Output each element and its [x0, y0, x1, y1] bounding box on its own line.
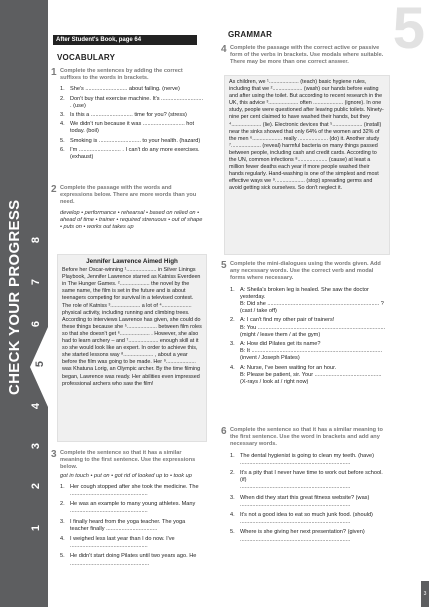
exercise-4-instructions: Complete the passage with the correct active or passive form of the verbs in brackets. Use modals where suitable. There may be more than one correct answer.	[230, 45, 384, 66]
page-number: 3	[421, 581, 429, 607]
exercise-4-number: 4	[221, 44, 227, 55]
student-book-reference: After Student's Book, page 64	[53, 35, 197, 45]
exercise-3-number: 3	[51, 449, 57, 460]
list-item: 4. It's not a good idea to eat so much junk food. (should) .......................................................................	[230, 512, 373, 526]
dialogue-item: 2. A: I can't find my other pair of trainers! B: You .................................................................................. (might / leave them / at the gym)	[230, 317, 386, 338]
passage-title: Jennifer Lawrence Aimed High	[86, 258, 178, 265]
exercise-3-instructions: Complete the sentence so that it has a similar meaning to the first sentence. Use the expressions below.	[60, 450, 196, 471]
unit-tab-2[interactable]: 2	[30, 482, 42, 490]
exercise-2	[60, 185, 205, 231]
exercise-2-instructions: Complete the passage with the words and expressions below. There are more words than you need.	[60, 185, 197, 206]
exercise-1-number: 1	[51, 67, 57, 78]
passage-text: Before her Oscar-winning ¹.................... in Silver Linings Playbook, Jennifer Lawrence starred as Katniss Everdeen in The Hunger Games. ².................... the novel by the same name, the film is set in the future and is about teenagers competing for survival in a televised contest. The role of Katniss ³.................... a lot of ⁴.................... physical activity, including running and climbing trees. According to interviews Lawrence has given, she could do these things because she ⁵.................... between film roles so that she doesn't get ⁶.................... . However, she also had to learn archery – and ⁷.................... enough skill at it so she would look like an expert. In order to achieve this, she started lessons way ⁸.................... , about a year before the film was going to be made. Her ⁹.................... was Khatuna Lorig, an Olympic archer. By the time filming began, Lawrence was ready. Her abilities even impressed professional archers who saw the film!	[62, 267, 202, 387]
grammar-heading: GRAMMAR	[228, 30, 273, 39]
passage-text: As children, we ¹.................... (teach) basic hygiene rules, including that we ².................... (wash) our hands before eating and after using the toilet. But according to recent research in the UK, this advice ³.................... often .................... (ignore). In one study, people were questioned after leaving public toilets. Ninety-nine per cent claimed to have washed their hands, but they ⁴.................... (lie). Electronic devices that ⁵.................... (install) near the sinks showed that only 64% of the women and 32% of the men ⁶.................... really .................... (do) it. Another study ⁷.................... (reveal) harmful bacteria on many things passed between people, including cash and credit cards. According to the UN, common infections ⁸.................... (cause) at least a million fewer deaths each year if more people washed their hands regularly. Hand-washing is one of the simplest and most effective ways we ⁹.................... (stop) spreading germs and avoid getting sick ourselves. So don't neglect it.	[229, 79, 384, 192]
list-item: 3. Is this a ........................... time for you? (stress)	[60, 112, 187, 119]
list-item: 1. Her cough stopped after she took the medicine. The ..................................................	[60, 483, 199, 498]
exercise-1	[60, 68, 205, 161]
exercise-4	[230, 45, 390, 67]
word-bank: develop • performance • rehearsal • based on relied on • ahead of time • trainer • required strenuous • out of shape • puts on • works out takes up	[60, 209, 203, 231]
dialogue-item: 4. A: Nurse, I've been waiting for an hour. B: Please be patient, sir. Your ........................................... (X-rays / look at / right now)	[230, 364, 382, 386]
exercise-1-instructions: Complete the sentences by adding the correct suffixes to the words in brackets.	[60, 68, 183, 82]
list-item: 5. Smoking is ........................... to your health. (hazard)	[60, 137, 201, 144]
exercise-5-number: 5	[221, 260, 227, 271]
list-item: 4. We didn't run because it was ........................... hot today. (boil)	[60, 121, 195, 135]
unit-tab-7[interactable]: 7	[30, 278, 42, 286]
exercise-5-instructions: Complete the mini-dialogues using the words given. Add any necessary words. Use the correct verb and modal forms where necessary.	[230, 261, 381, 282]
unit-tab-1[interactable]: 1	[30, 524, 42, 532]
dialogue-item: 1. A: Sheila's broken leg is healed. She saw the doctor yesterday. B: Did she ........................................................................ ? (cast / take off)	[230, 286, 384, 315]
dialogue-item: 3. A: How did Pilates get its name? B: It .................................................................................... (invent / Joseph Pilates)	[230, 341, 383, 362]
list-item: 1. The dental hygienist is going to clean my teeth. (have) .......................................................................	[230, 452, 375, 466]
list-item: 4. I weighed less last year than I do now. I've ..................................................	[60, 536, 175, 550]
list-item: 5. Where is she giving her next presentation? (given) .......................................................................	[230, 529, 365, 543]
unit-tab-6[interactable]: 6	[30, 320, 42, 328]
unit-number-large: 5	[392, 0, 425, 61]
exercise-5	[230, 261, 390, 386]
word-bank: got in touch • put on • got rid of looked up to • took up	[60, 472, 192, 479]
exercise-3	[60, 450, 205, 568]
exercise-6-instructions: Complete the sentence so that it has a similar meaning to the first sentence. Use the word in brackets and add any necessary words.	[230, 427, 383, 448]
unit-tab-8[interactable]: 8	[30, 236, 42, 244]
unit-tab-4[interactable]: 4	[30, 402, 42, 410]
sidebar	[0, 0, 48, 607]
list-item: 3. When did they start this great fitness website? (was) .......................................................................	[230, 494, 370, 508]
list-item: 3. I finally heard from the yoga teacher. The yoga teacher finally .................................	[60, 518, 186, 532]
side-title: CHECK YOUR PROGRESS	[6, 199, 23, 395]
list-item: 2. It's a pity that I never have time to work out before school. (if) .......................................................................	[230, 470, 383, 491]
list-item: 2. He was an example to many young athletes. Many ..................................................	[60, 501, 196, 515]
exercise-6	[230, 427, 390, 544]
list-item: 2. Don't buy that exercise machine. It's ........................... . (use)	[60, 95, 204, 109]
unit-tab-3[interactable]: 3	[30, 442, 42, 450]
list-item: 5. He didn't start doing Pilates until two years ago. He ...................................................	[60, 553, 197, 567]
grammar-passage-box	[224, 75, 390, 255]
vocabulary-heading: VOCABULARY	[57, 53, 116, 62]
list-item: 6. I'm ........................... . I can't do any more exercises. (exhaust)	[60, 146, 200, 161]
exercise-6-number: 6	[221, 426, 227, 437]
list-item: 1. She's ........................... about failing. (nerve)	[60, 86, 180, 93]
exercise-2-number: 2	[51, 184, 57, 195]
reading-passage-box	[57, 254, 207, 442]
unit-tab-5[interactable]: 5	[34, 360, 46, 368]
